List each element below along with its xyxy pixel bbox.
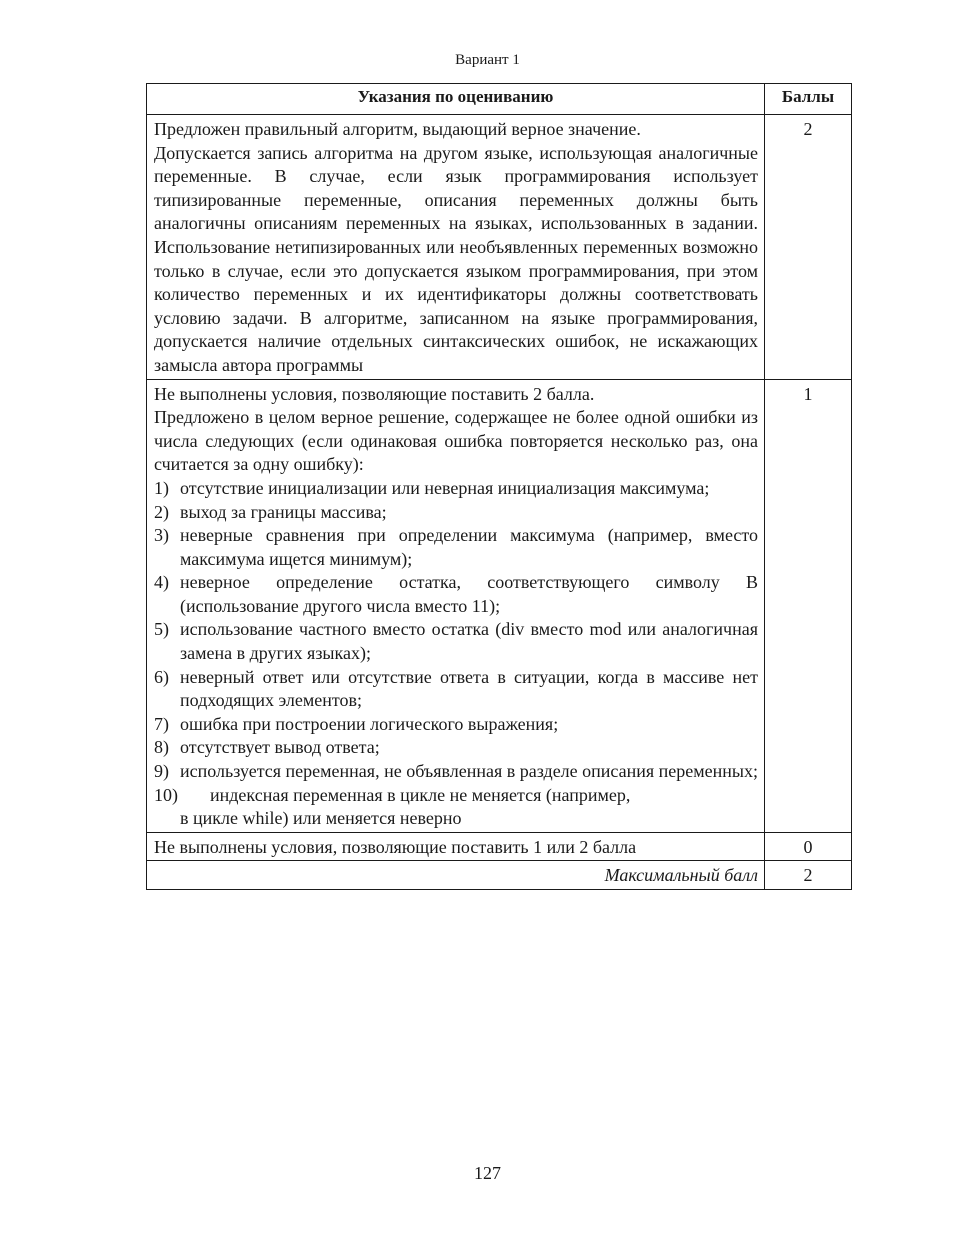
criteria-cell: Не выполнены условия, позволяющие поставить 1 или 2 балла: [147, 832, 765, 861]
table-header-row: [147, 84, 852, 115]
points-cell: 1: [765, 379, 852, 832]
criteria-cell: [147, 379, 765, 832]
criteria-lead: Предложен правильный алгоритм, выдающий верное значение.: [154, 119, 641, 139]
table-row-max: [147, 861, 852, 890]
table-row-score-1: [147, 379, 852, 832]
error-list: [154, 477, 758, 831]
criteria-intro: Предложено в целом верное решение, содержащее не более одной ошибки из числа следующих (если одинаковая ошибка повторяется несколько раз, она считается за одну ошибку):: [154, 407, 758, 475]
points-column-header: Баллы: [765, 84, 852, 115]
max-score-label: Максимальный балл: [147, 861, 765, 890]
criteria-column-header: Указания по оцениванию: [147, 84, 765, 115]
list-item: 7) ошибка при построении логического выражения;: [154, 713, 559, 734]
page-number: 127: [474, 1163, 501, 1183]
list-item: 4) неверное определение остатка, соответствующего символу B (использование другого числа вместо 11);: [154, 572, 758, 616]
grading-table: [146, 83, 852, 890]
list-item: 2) выход за границы массива;: [154, 501, 387, 522]
list-item: 1) отсутствие инициализации или неверная инициализация максимума;: [154, 477, 710, 498]
list-item: 9) используется переменная, не объявленная в разделе описания переменных;: [154, 761, 759, 782]
list-item: 3) неверные сравнения при определении максимума (например, вместо максимума ищется минимум);: [154, 525, 758, 569]
max-score-value: 2: [765, 861, 852, 890]
table-row-score-0: [147, 832, 852, 861]
list-item: 10) индексная переменная в цикле не меняется (например, в цикле while) или меняется неверно: [154, 784, 631, 829]
criteria-body: Допускается запись алгоритма на другом языке, использующая аналогичные переменные. В случае, если язык программирования использует типизированные переменные, описания переменных должны быть аналогичны описаниям переменных на языках, использованных в задании. Использование нетипизированных или необъявленных переменных возможно только в случае, если это допускается языком программирования, при этом количество переменных и их идентификаторы должны соответствовать условию задачи. В алгоритме, записанном на языке программирования, допускается наличие отдельных синтаксических ошибок, не искажающих замысла автора программы: [154, 142, 758, 375]
points-cell: 0: [765, 832, 852, 861]
table-row-score-2: [147, 115, 852, 380]
criteria-cell: [147, 115, 765, 380]
list-item: 5) использование частного вместо остатка (div вместо mod или аналогичная замена в других языках);: [154, 619, 758, 664]
list-item: 6) неверный ответ или отсутствие ответа в ситуации, когда в массиве нет подходящих элементов;: [154, 666, 758, 711]
criteria-lead: Не выполнены условия, позволяющие поставить 2 балла.: [154, 383, 595, 404]
points-cell: 2: [765, 115, 852, 380]
variant-header: Вариант 1: [455, 52, 520, 68]
list-item: 8) отсутствует вывод ответа;: [154, 737, 380, 758]
